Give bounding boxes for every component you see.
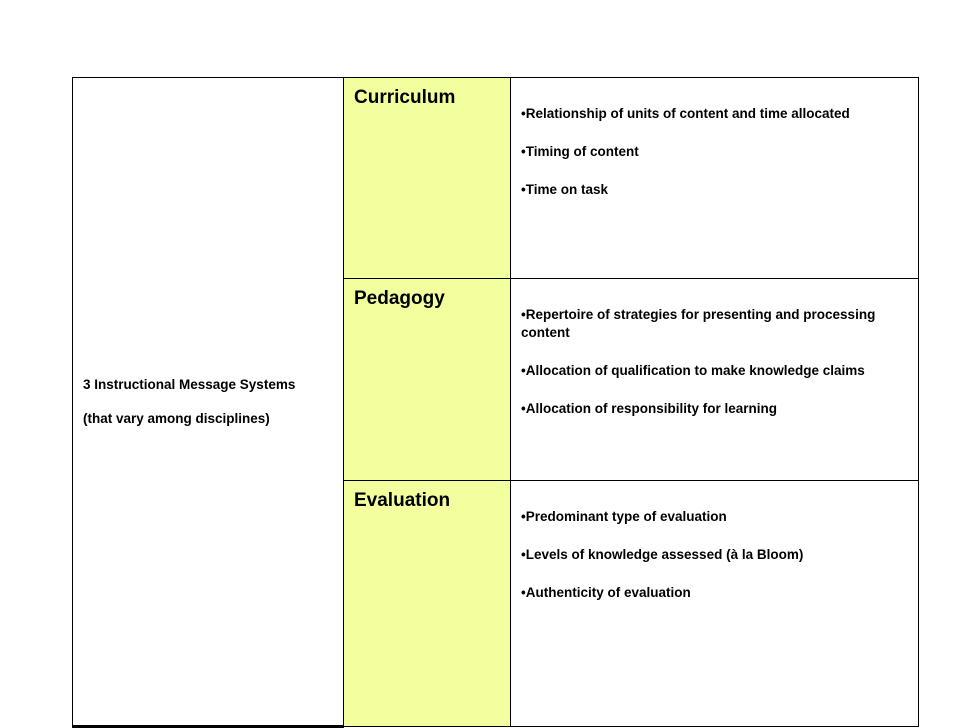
bullet-icon: •: [521, 585, 526, 600]
bullet-list-curriculum: [521, 105, 908, 199]
bullet-text: Timing of content: [525, 144, 639, 159]
bullet-text: Time on task: [525, 182, 609, 197]
bullet-list-pedagogy: [521, 306, 908, 418]
bullet-text: Predominant type of evaluation: [525, 509, 727, 524]
category-cell-pedagogy: [344, 279, 511, 481]
message-systems-table: [72, 77, 919, 728]
bullet-icon: •: [521, 106, 526, 121]
category-title-evaluation: Evaluation: [354, 490, 451, 511]
category-cell-curriculum: [344, 78, 511, 279]
bullet-icon: •: [521, 363, 526, 378]
category-title-curriculum: Curriculum: [354, 87, 456, 108]
bullets-cell-pedagogy: [511, 279, 919, 481]
bullets-cell-evaluation: [511, 481, 919, 727]
bullet-item: [521, 181, 908, 199]
bullet-text: Repertoire of strategies for presenting and processing content: [521, 307, 876, 340]
bullet-icon: •: [521, 182, 526, 197]
bullet-item: [521, 143, 908, 161]
bullet-item: [521, 400, 908, 418]
bullet-icon: •: [521, 307, 526, 322]
bullet-item: [521, 546, 908, 564]
bullet-icon: •: [521, 547, 526, 562]
bullet-item: [521, 306, 908, 342]
bullet-text: Allocation of qualification to make knowledge claims: [525, 363, 865, 378]
table-row-curriculum: [73, 78, 919, 279]
bullet-item: [521, 584, 908, 602]
bullet-list-evaluation: [521, 508, 908, 602]
bullet-text: Authenticity of evaluation: [525, 585, 691, 600]
bullet-item: [521, 105, 908, 123]
bullet-icon: •: [521, 144, 526, 159]
bullet-text: Allocation of responsibility for learning: [525, 401, 778, 416]
bullet-text: Levels of knowledge assessed (à la Bloom): [525, 547, 804, 562]
bullet-item: [521, 362, 908, 380]
bullet-item: [521, 508, 908, 526]
bullet-icon: •: [521, 401, 526, 416]
systems-subtitle: (that vary among disciplines): [83, 410, 270, 426]
category-cell-evaluation: [344, 481, 511, 727]
systems-title: 3 Instructional Message Systems: [83, 376, 296, 392]
bullets-cell-curriculum: [511, 78, 919, 279]
systems-label-cell: [73, 78, 344, 727]
category-title-pedagogy: Pedagogy: [354, 288, 445, 309]
bullet-icon: •: [521, 509, 526, 524]
bullet-text: Relationship of units of content and time allocated: [525, 106, 850, 121]
